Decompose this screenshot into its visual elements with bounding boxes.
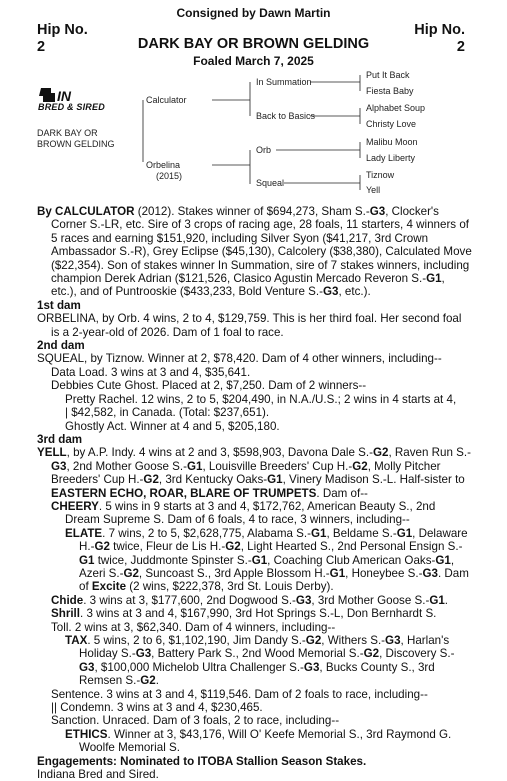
pedigree-dam-dam: Squeal [256, 178, 285, 188]
pedigree-dam-sire: Orb [256, 145, 272, 155]
produce-entry: Pretty Rachel. 12 wins, 2 to 5, $204,490, in N.A./U.S.; 2 wins in 4 starts at 4, [65, 392, 457, 406]
pedigree-ggp: Alphabet Soup [366, 103, 426, 113]
produce-entry-chide: Chide. 3 wins at 3, $177,600, 2nd Dogwood S.-G3, 3rd Mother Goose S.-G1. [51, 593, 449, 607]
pedigree-ggp: Put It Back [366, 70, 410, 80]
hip-value: 2 [456, 39, 465, 55]
hip-value: 2 [37, 39, 46, 55]
produce-entry: Ghostly Act. Winner at 4 and 5, $205,180. [65, 419, 280, 433]
second-dam-heading: 2nd dam [37, 339, 85, 353]
horse-description: DARK BAY OR BROWN GELDING [137, 36, 370, 52]
pedigree-ggp: Malibu Moon [366, 137, 418, 147]
pedigree-dam-year: (2015) [156, 171, 183, 181]
produce-entry: Debbies Cute Ghost. Placed at 2, $7,250. Dam of 2 winners-- [51, 379, 367, 393]
hip-label: Hip No. [37, 22, 88, 38]
foaled-date: Foaled March 7, 2025 [193, 54, 314, 68]
first-dam-paragraph: ORBELINA, by Orb. 4 wins, 2 to 4, $129,759. This is her third foal. Her second foal is a 2-year-old of 2026. Dam of 1 foal to race. [37, 312, 462, 339]
pedigree-ggp: Christy Love [366, 119, 417, 129]
sire-paragraph: By CALCULATOR (2012). Stakes winner of $694,273, Sham S.-G3, Clocker's Corner S.-LR, etc. Sire of 3 crops of racing age, 28 foals, 11 starters, 4 winners of 5 races and earning $151,920, including Silver Syon ($41,217, 3rd Crown Ambassador S.-R), Grey Eclipse ($45,130), Calcolery ($38,380), Calculated Move ($22,354). Son of stakes winner In Summation, sire of 7 stakes winners, including champion Derek Adrian ($121,526, Clasico Agustin Mercado Reveron S.-G1, etc.), and of Puntrooskie ($433,233, Bold Venture S.-G3, etc.). [37, 205, 472, 299]
logo-text: BRED & SIRED [38, 102, 105, 112]
pedigree-ggp: Tiznow [366, 170, 395, 180]
produce-entry-toll: Toll. 2 wins at 3, $62,340. Dam of 4 winners, including-- [51, 620, 336, 634]
logo-mark: IN [57, 88, 71, 104]
produce-entry-tax: TAX. 5 wins, 2 to 6, $1,102,190, Jim Dandy S.-G2, Withers S.-G3, Harlan's Holiday S.-G3, Battery Park S., 2nd Wood Memorial S.-G2, Discovery S.-G3, $100,000 Michelob Ultra Challenger S.-G3, Bucks County S., 3rd Remsen S.-G2. [65, 634, 455, 688]
second-dam-paragraph: SQUEAL, by Tiznow. Winner at 2, $78,420. Dam of 4 other winners, including-- [37, 352, 442, 366]
consignor: Consigned by Dawn Martin [176, 6, 331, 20]
catalog-body [37, 205, 473, 781]
pedigree-sire-dam: Back to Basics [256, 111, 316, 121]
third-dam-heading: 3rd dam [37, 432, 83, 446]
produce-entry-sentence: Sentence. 3 wins at 3 and 4, $119,546. Dam of 2 foals to race, including-- [51, 687, 428, 701]
pedigree-ggp: Yell [366, 185, 381, 195]
pedigree-dam: Orbelina [146, 160, 181, 170]
first-dam-heading: 1st dam [37, 298, 81, 312]
engagements: Engagements: Nominated to ITOBA Stallion Season Stakes. [37, 754, 367, 768]
produce-entry-sanction: Sanction. Unraced. Dam of 3 foals, 2 to race, including-- [51, 714, 340, 728]
side-description: DARK BAY OR BROWN GELDING [37, 128, 115, 149]
pedigree-ggp: Lady Liberty [366, 153, 416, 163]
produce-entry: Data Load. 3 wins at 3 and 4, $35,641. [51, 365, 251, 379]
produce-entry-ethics: ETHICS. Winner at 3, $43,176, Will O' Keefe Memorial S., 3rd Raymond G. Woolfe Memorial S. [65, 727, 452, 755]
produce-entry: | $42,582, in Canada. (Total: $237,651). [65, 406, 270, 420]
hip-label: Hip No. [414, 22, 465, 38]
pedigree-sire: Calculator [146, 95, 187, 105]
pedigree-sire-sire: In Summation [256, 77, 312, 87]
third-dam-paragraph: YELL, by A.P. Indy. 4 wins at 2 and 3, $598,903, Davona Dale S.-G2, Raven Run S.-G3, 2nd Mother Goose S.-G1, Louisville Breeders' Cup H.-G2, Molly Pitcher Breeders' Cup H.-G2, 3rd Kentucky Oaks-G1, Vinery Madison S.-L. Half-sister to EASTERN ECHO, ROAR, BLARE OF TRUMPETS. Dam of-- [37, 446, 471, 500]
bred-note: Indiana Bred and Sired. [37, 768, 159, 781]
produce-entry-condemn: || Condemn. 3 wins at 3 and 4, $230,465. [51, 701, 263, 715]
produce-entry-shrill: Shrill. 3 wins at 3 and 4, $167,990, 3rd Hot Springs S.-L, Don Bernhardt S. [51, 607, 437, 621]
pedigree-ggp: Fiesta Baby [366, 86, 414, 96]
produce-entry-elate: ELATE. 7 wins, 2 to 5, $2,628,775, Alabama S.-G1, Beldame S.-G1, Delaware H.-G2 twice, Fleur de Lis H.-G2, Light Hearted S., 2nd Personal Ensign S.-G1 twice, Juddmonte Spinster S.-G1, Coaching Club American Oaks-G1, Azeri S.-G2, Suncoast S., 3rd Apple Blossom H.-G1, Honeybee S.-G3. Dam of Excite (2 wins, $222,378, 3rd St. Louis Derby). [65, 526, 469, 594]
produce-entry-cheery: CHEERY. 5 wins in 9 starts at 3 and 4, $172,762, American Beauty S., 2nd Dream Supreme S. Dam of 6 foals, 4 to race, 3 winners, including-- [51, 499, 436, 527]
